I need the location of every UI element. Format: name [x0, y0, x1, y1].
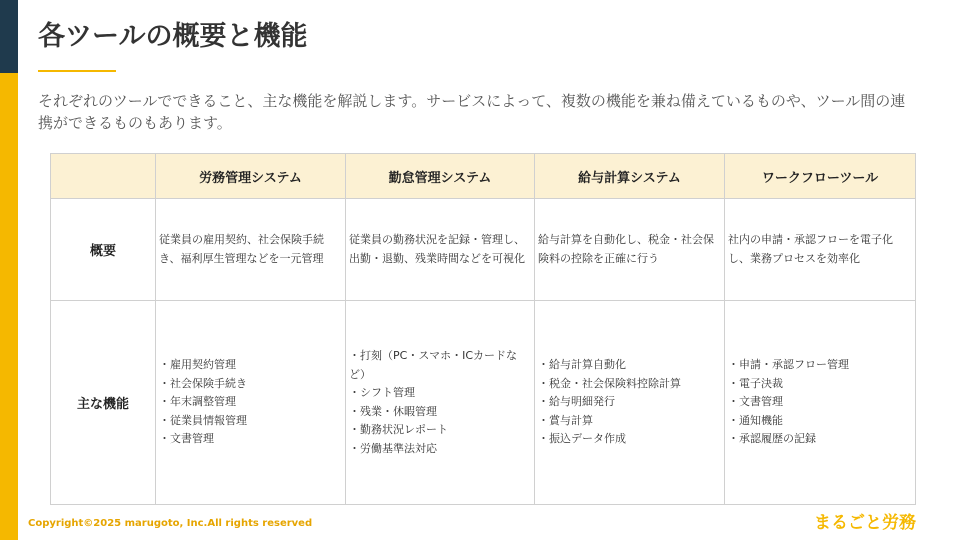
page-title: 各ツールの概要と機能 [38, 21, 308, 52]
feature-list [538, 356, 722, 449]
features-workflow [725, 301, 916, 505]
overview-labor: 従業員の雇用契約、社会保険手続き、福利厚生管理などを一元管理 [156, 199, 346, 301]
features-attendance [346, 301, 535, 505]
list-item: ・ 申請・承認フロー管理 [728, 356, 913, 375]
table-header-row [51, 154, 916, 199]
features-labor [156, 301, 346, 505]
copyright-text: Copyright©2025 marugoto, Inc.All rights reserved [28, 518, 313, 529]
sidebar-accent-dark [0, 0, 18, 73]
list-item: ・ 労働基準法対応 [349, 440, 532, 459]
table-row-features [51, 301, 916, 505]
column-header-attendance: 勤怠管理システム [346, 154, 535, 199]
column-header-payroll: 給与計算システム [535, 154, 725, 199]
overview-payroll: 給与計算を自動化し、税金・社会保険料の控除を正確に行う [535, 199, 725, 301]
list-item: ・ 文書管理 [159, 430, 343, 449]
intro-text: それぞれのツールでできること、主な機能を解説します。サービスによって、複数の機能を兼ね備えているものや、ツール間の連携ができるものもあります。 [38, 92, 906, 132]
title-underline [38, 70, 116, 72]
overview-workflow: 社内の申請・承認フローを電子化し、業務プロセスを効率化 [725, 199, 916, 301]
list-item: ・ 雇用契約管理 [159, 356, 343, 375]
list-item: ・ 承認履歴の記録 [728, 430, 913, 449]
brand-logo: まるごと労務 [814, 513, 916, 533]
table-row-overview [51, 199, 916, 301]
list-item: ・ 勤務状況レポート [349, 421, 532, 440]
list-item: ・ 打刻（PC・スマホ・ICカードなど） [349, 347, 532, 384]
row-label-features: 主な機能 [51, 301, 156, 505]
list-item: ・ 給与計算自動化 [538, 356, 722, 375]
list-item: ・ 従業員情報管理 [159, 412, 343, 431]
column-header-labor: 労務管理システム [156, 154, 346, 199]
list-item: ・ 年末調整管理 [159, 393, 343, 412]
list-item: ・ 振込データ作成 [538, 430, 722, 449]
list-item: ・ 通知機能 [728, 412, 913, 431]
list-item: ・ 文書管理 [728, 393, 913, 412]
sidebar-accent-yellow [0, 73, 18, 540]
feature-list [349, 347, 532, 458]
list-item: ・ 電子決裁 [728, 375, 913, 394]
overview-attendance: 従業員の勤務状況を記録・管理し、出勤・退勤、残業時間などを可視化 [346, 199, 535, 301]
column-header-workflow: ワークフローツール [725, 154, 916, 199]
list-item: ・ 残業・休暇管理 [349, 403, 532, 422]
list-item: ・ シフト管理 [349, 384, 532, 403]
features-payroll [535, 301, 725, 505]
list-item: ・ 給与明細発行 [538, 393, 722, 412]
table-corner-cell [51, 154, 156, 199]
comparison-table [50, 153, 916, 505]
feature-list [159, 356, 343, 449]
list-item: ・ 賞与計算 [538, 412, 722, 431]
row-label-overview: 概要 [51, 199, 156, 301]
list-item: ・ 社会保険手続き [159, 375, 343, 394]
list-item: ・ 税金・社会保険料控除計算 [538, 375, 722, 394]
feature-list [728, 356, 913, 449]
